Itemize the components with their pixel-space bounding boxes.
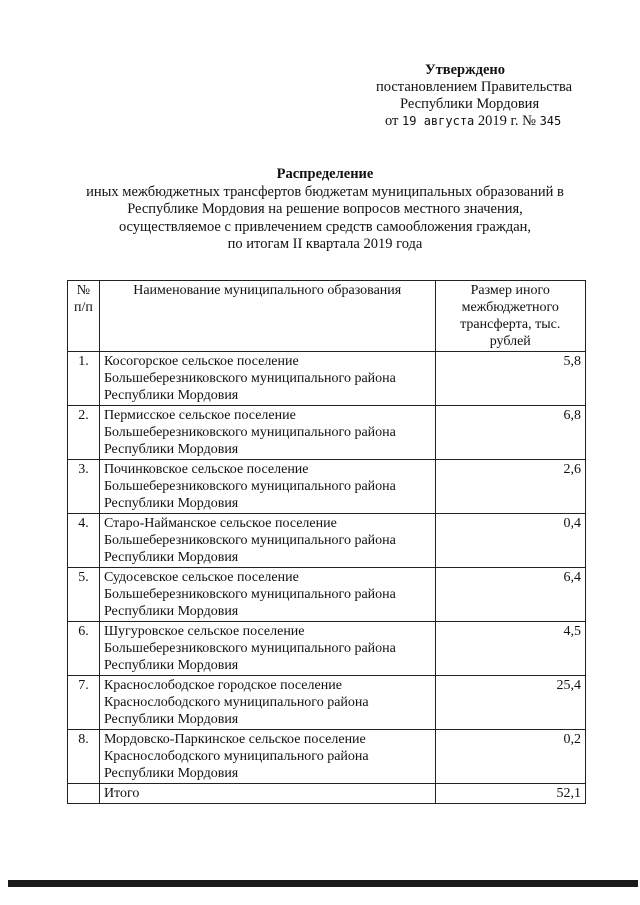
row-name-line: Судосевское сельское поселение	[103, 570, 299, 585]
row-value: 6,4	[435, 568, 586, 622]
approval-block	[370, 62, 600, 130]
header-number-line: п/п	[74, 300, 93, 315]
document-heading	[60, 166, 590, 254]
row-name	[99, 514, 435, 568]
row-name-line: Большеберезниковского муниципального района	[103, 425, 396, 440]
row-name-line: Большеберезниковского муниципального района	[103, 641, 396, 656]
header-name: Наименование муниципального образования	[99, 281, 435, 352]
row-number: 8.	[68, 730, 100, 784]
row-name	[99, 352, 435, 406]
approval-date-line	[370, 113, 600, 130]
row-name-line: Косогорское сельское поселение	[103, 354, 299, 369]
row-name-line: Краснослободского муниципального района	[103, 695, 369, 710]
total-number	[68, 784, 100, 804]
table-row	[68, 460, 586, 514]
table-total-row	[68, 784, 586, 804]
row-name-line: Республики Мордовия	[103, 658, 239, 673]
row-name	[99, 676, 435, 730]
row-name-line: Краснослободское городское поселение	[103, 678, 342, 693]
total-value: 52,1	[435, 784, 586, 804]
table-row	[68, 622, 586, 676]
transfers-table	[67, 280, 586, 804]
document-subtitle-line: по итогам II квартала 2019 года	[227, 236, 423, 252]
document-subtitle-line: осуществляемое с привлечением средств самообложения граждан,	[118, 218, 532, 235]
header-value-line: Размер иного	[470, 283, 550, 298]
document-subtitle-line: Республике Мордовия на решение вопросов местного значения,	[127, 201, 523, 217]
row-number: 3.	[68, 460, 100, 514]
row-name-line: Краснослободского муниципального района	[103, 749, 369, 764]
table-row	[68, 676, 586, 730]
row-name-line: Республики Мордовия	[103, 442, 239, 457]
row-number: 2.	[68, 406, 100, 460]
table-row	[68, 406, 586, 460]
row-value: 25,4	[435, 676, 586, 730]
row-name-line: Республики Мордовия	[103, 550, 239, 565]
row-value: 2,6	[435, 460, 586, 514]
row-name-line: Республики Мордовия	[103, 388, 239, 403]
row-name-line: Республики Мордовия	[103, 496, 239, 511]
row-number: 7.	[68, 676, 100, 730]
table-row	[68, 568, 586, 622]
row-value: 0,4	[435, 514, 586, 568]
table-row	[68, 352, 586, 406]
row-value: 6,8	[435, 406, 586, 460]
row-value: 0,2	[435, 730, 586, 784]
row-name-line: Республики Мордовия	[103, 712, 239, 727]
row-name-line: Пермисское сельское поселение	[103, 408, 296, 423]
row-name	[99, 406, 435, 460]
row-name-line: Республики Мордовия	[103, 766, 239, 781]
table-row	[68, 514, 586, 568]
total-label: Итого	[99, 784, 435, 804]
document-title: Распределение	[276, 166, 374, 182]
row-value: 4,5	[435, 622, 586, 676]
approval-decree-line: постановлением Правительства	[376, 79, 573, 95]
approval-republic-line: Республики Мордовия	[400, 96, 540, 112]
approval-date-prefix: от	[385, 113, 399, 129]
row-number: 5.	[68, 568, 100, 622]
row-name-line: Республики Мордовия	[103, 604, 239, 619]
row-value: 5,8	[435, 352, 586, 406]
row-name	[99, 622, 435, 676]
header-value-line: рублей	[489, 334, 531, 349]
header-value-line: межбюджетного	[461, 300, 559, 315]
row-name	[99, 730, 435, 784]
header-number	[68, 281, 100, 352]
row-name-line: Большеберезниковского муниципального района	[103, 533, 396, 548]
row-name-line: Большеберезниковского муниципального района	[103, 479, 396, 494]
document-subtitle-line: иных межбюджетных трансфертов бюджетам муниципальных образований в	[86, 183, 564, 200]
header-value	[435, 281, 586, 352]
approval-title: Утверждено	[425, 62, 505, 78]
scan-edge-bar	[8, 880, 638, 887]
row-number: 4.	[68, 514, 100, 568]
row-name-line: Старо-Наймaнское сельское поселение	[103, 516, 337, 531]
table-row	[68, 730, 586, 784]
approval-number-handwritten: 345	[539, 114, 562, 128]
approval-year-text: 2019 г. №	[477, 113, 536, 129]
header-number-line: №	[76, 283, 91, 298]
row-name-line: Шугуровское сельское поселение	[103, 624, 305, 639]
row-name-line: Починковское сельское поселение	[103, 462, 309, 477]
row-name-line: Большеберезниковского муниципального района	[103, 371, 396, 386]
row-name-line: Большеберезниковского муниципального района	[103, 587, 396, 602]
header-value-line: трансферта, тыс.	[460, 317, 561, 332]
row-name	[99, 460, 435, 514]
row-name	[99, 568, 435, 622]
row-name-line: Мордовско-Паркинское сельское поселение	[103, 732, 366, 747]
approval-date-handwritten: 19 августа	[402, 114, 475, 128]
table-header-row	[68, 281, 586, 352]
row-number: 6.	[68, 622, 100, 676]
row-number: 1.	[68, 352, 100, 406]
